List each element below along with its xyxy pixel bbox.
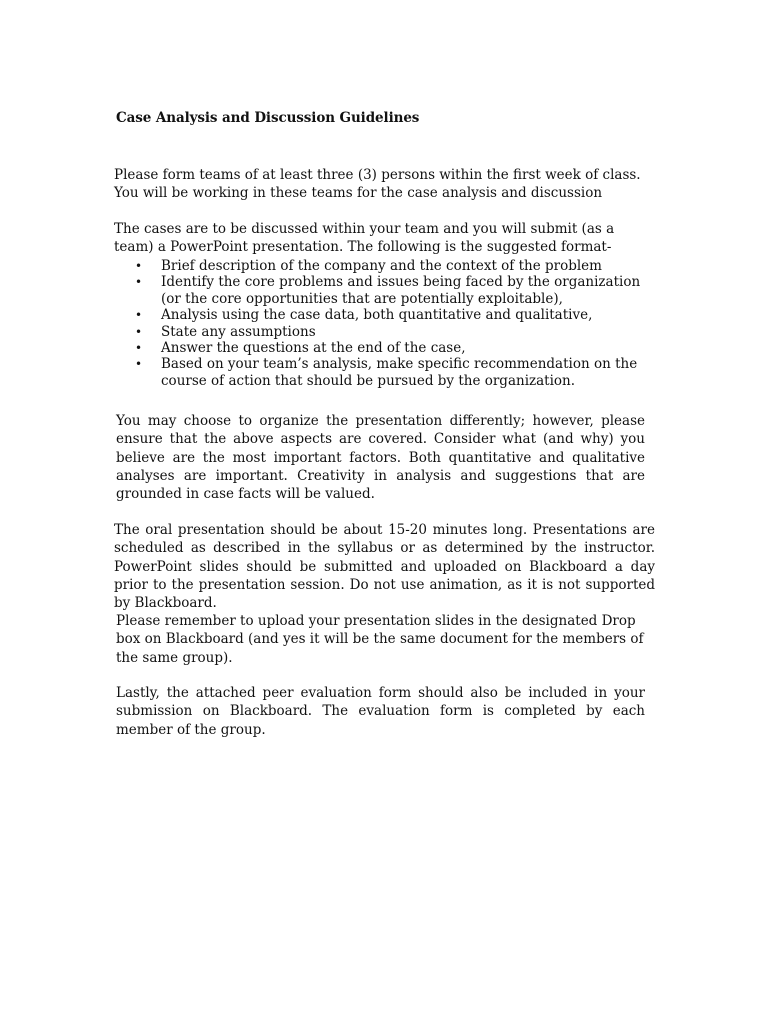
intro-paragraph: Please form teams of at least three (3) persons within the first week of class. You will be working in these teams for the case analysis and discussion: [114, 167, 641, 202]
cases-intro-paragraph: The cases are to be discussed within your team and you will submit (as a team) a PowerPoint presentation. The following is the suggested format-: [114, 221, 615, 256]
bullet-icon: •: [135, 357, 143, 372]
bullet-text: State any assumptions: [161, 323, 316, 340]
bullet-icon: •: [135, 308, 143, 323]
bullet-icon: •: [135, 324, 143, 339]
format-bullet-list: [114, 258, 659, 389]
bullet-text: Brief description of the company and the context of the problem: [161, 258, 602, 274]
bullet-icon: •: [135, 341, 143, 356]
bullet-item: [114, 274, 659, 307]
bullet-icon: •: [135, 275, 143, 290]
upload-reminder-paragraph: Please remember to upload your presentation slides in the designated Drop box on Blackboard (and yes it will be the same document for the members of the same group).: [116, 613, 644, 666]
bullet-item: [114, 340, 659, 356]
bullet-text: Analysis using the case data, both quantitative and qualitative,: [161, 307, 593, 324]
oral-presentation-paragraph: The oral presentation should be about 15-20 minutes long. Presentations are scheduled as described in the syllabus or as determined by the instructor. PowerPoint slides should be submitted and uploaded on Blackboard a day prior to the presentation session. Do not use animation, as it is not supported by Blackboard.: [114, 522, 655, 612]
bullet-item: [114, 324, 659, 340]
bullet-item: [114, 307, 659, 323]
bullet-item: [114, 356, 659, 389]
peer-evaluation-paragraph: Lastly, the attached peer evaluation form should also be included in your submission on Blackboard. The evaluation form is completed by each member of the group.: [116, 685, 645, 738]
bullet-text: Based on your team’s analysis, make specific recommendation on the course of action that should be pursued by the organization.: [161, 356, 638, 389]
bullet-text: Answer the questions at the end of the case,: [161, 340, 466, 357]
bullet-icon: •: [135, 259, 143, 273]
document-title: Case Analysis and Discussion Guidelines: [116, 110, 420, 126]
bullet-item: [114, 258, 659, 274]
organize-presentation-paragraph: You may choose to organize the presentation differently; however, please ensure that the above aspects are covered. Consider what (and why) you believe are the most important factors. Both quantitative and qualitative analyses are important. Creativity in analysis and suggestions that are grounded in case facts will be valued.: [116, 413, 645, 503]
bullet-text: Identify the core problems and issues being faced by the organization (or the core opportunities that are potentially exploitable),: [161, 274, 641, 307]
